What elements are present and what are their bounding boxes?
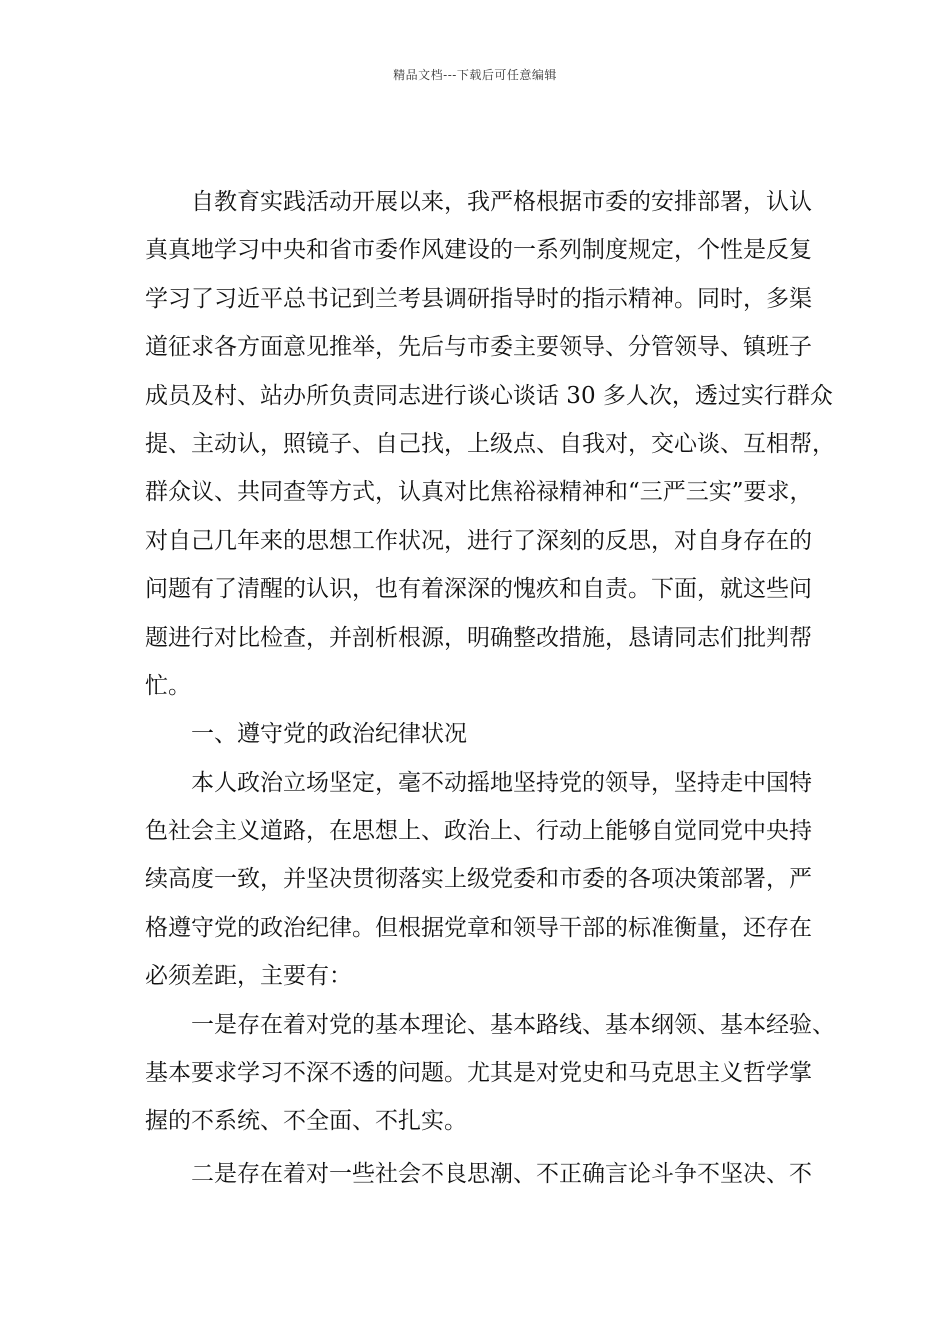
- text-line: 忙。: [145, 672, 191, 699]
- section-heading: [145, 710, 825, 758]
- document-body: [145, 178, 835, 1198]
- text-line: 学习了习近平总书记到兰考县调研指导时的指示精神。同时，多渠: [145, 285, 812, 312]
- text-line: 成员及村、站办所负责同志进行谈心谈话 30 多人次，透过实行群众: [145, 382, 833, 409]
- text-line: 自教育实践活动开展以来，我严格根据市委的安排部署，认认: [191, 189, 812, 215]
- text-line: 基本要求学习不深不透的问题。尤其是对党史和马克思主义哲学掌: [145, 1060, 812, 1087]
- paragraph-political-stance: [145, 759, 825, 1001]
- text-line: 本人政治立场坚定，毫不动摇地坚持党的领导，坚持走中国特: [191, 769, 812, 796]
- text-line: 真真地学习中央和省市委作风建设的一系列制度规定，个性是反复: [145, 237, 812, 264]
- paragraph-intro: [145, 178, 835, 710]
- text-line: 必须差距，主要有：: [145, 963, 352, 990]
- text-line: 题进行对比检查，并剖析根源，明确整改措施，恳请同志们批判帮: [145, 624, 812, 651]
- text-line: 一是存在着对党的基本理论、基本路线、基本纲领、基本经验、: [191, 1011, 835, 1038]
- text-line: 二是存在着对一些社会不良思潮、不正确言论斗争不坚决、不: [191, 1160, 812, 1187]
- text-line: 握的不系统、不全面、不扎实。: [145, 1108, 467, 1135]
- paragraph-point-one: [145, 1001, 835, 1146]
- text-line: 对自己几年来的思想工作状况，进行了深刻的反思，对自身存在的: [145, 527, 812, 554]
- section-heading-text: 一、遵守党的政治纪律状况: [191, 721, 467, 748]
- text-line: 问题有了清醒的认识，也有着深深的愧疚和自责。下面，就这些问: [145, 576, 812, 603]
- text-line: 提、主动认，照镜子、自己找，上级点、自我对，交心谈、互相帮，: [145, 430, 835, 457]
- text-line: 色社会主义道路，在思想上、政治上、行动上能够自觉同党中央持: [145, 818, 812, 845]
- text-line: 格遵守党的政治纪律。但根据党章和领导干部的标准衡量，还存在: [145, 914, 812, 941]
- page-header: 精品文档---下载后可任意编辑: [393, 68, 557, 82]
- text-line: 道征求各方面意见推举，先后与市委主要领导、分管领导、镇班子: [145, 334, 812, 361]
- text-line: 群众议、共同查等方式，认真对比焦裕禄精神和“三严三实”要求，: [145, 479, 813, 506]
- text-line: 续高度一致，并坚决贯彻落实上级党委和市委的各项决策部署，严: [145, 866, 812, 893]
- paragraph-point-two: [145, 1150, 825, 1198]
